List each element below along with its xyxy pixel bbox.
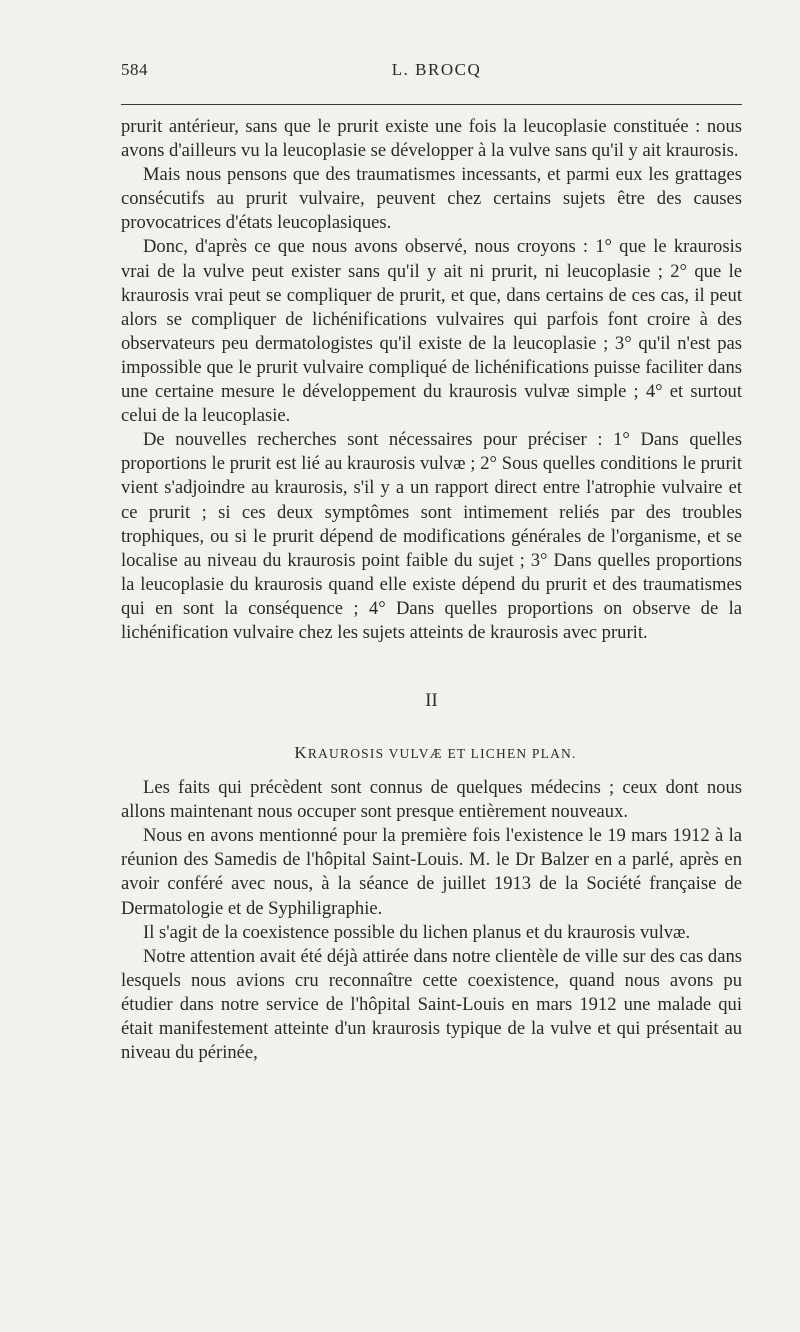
section-numeral: II (425, 690, 438, 712)
running-head: L. BROCQ (391, 60, 482, 79)
paragraph: Donc, d'après ce que nous avons observé, nous croyons : 1° que le kraurosis vrai de la vulve peut exister sans qu'il y ait ni prurit, ni leucoplasie ; 2° que le kraurosis vrai peut se compliquer de prurit, et que, dans certains de ces cas, il peut alors se compliquer de lichénifications vulvaires qui parfois font croire à des observateurs peu dermatologistes qu'il existe de la leucoplasie ; 3° qu'il n'est pas impossible que le prurit vulvaire compliqué de lichénifications puisse faciliter dans une certaine mesure le développement du kraurosis vulvæ simple ; 4° et surtout celui de la leucoplasie. (121, 236, 742, 427)
paragraph: Il s'agit de la coexistence possible du lichen planus et du kraurosis vulvæ. (143, 921, 691, 943)
paragraph: prurit antérieur, sans que le prurit existe une fois la leucoplasie constituée : nous avons d'ailleurs vu la leucoplasie se développer à la vulve sans qu'il y ait kraurosis. (121, 116, 742, 162)
header-rule (121, 104, 742, 105)
paragraph: Notre attention avait été déjà attirée dans notre clientèle de ville sur des cas dans lesquels nous avions cru reconnaître cette coexistence, quand nous avons pu étudier dans notre service de l'hôpital Saint-Louis en mars 1912 une malade qui était manifestement atteinte d'un kraurosis typique de la vulve et qui présentait au niveau du périnée, (121, 945, 742, 1064)
paragraph: Mais nous pensons que des traumatismes incessants, et parmi eux les grattages consécutifs au prurit vulvaire, peuvent chez certains sujets être des causes provocatrices d'états leucoplasiques. (121, 164, 742, 234)
section-title (121, 743, 742, 764)
body-text (121, 115, 742, 1065)
section-title-rest: RAUROSIS VULVÆ ET LICHEN PLAN. (307, 746, 577, 762)
paragraph: Les faits qui précèdent sont connus de quelques médecins ; ceux dont nous allons maintenant nous occuper sont presque entièrement nouveaux. (121, 777, 742, 823)
paragraph: Nous en avons mentionné pour la première fois l'existence le 19 mars 1912 à la réunion des Samedis de l'hôpital Saint-Louis. M. le Dr Balzer en a parlé, après en avoir conféré avec nous, à la séance de juillet 1913 de la Société française de Dermatologie et de Syphiligraphie. (121, 825, 742, 919)
page-header (121, 60, 742, 90)
page-number: 584 (121, 60, 148, 79)
section-title-initial: K (294, 743, 308, 763)
paragraph: De nouvelles recherches sont nécessaires pour préciser : 1° Dans quelles proportions le prurit est lié au kraurosis vulvæ ; 2° Sous quelles conditions le prurit vient s'adjoindre au kraurosis, s'il y a un rapport direct entre l'atrophie vulvaire et ce prurit ; si ces deux symptômes sont intimement reliés par des troubles trophiques, ou si le prurit dépend de modifications générales de l'organisme, et se localise au niveau du kraurosis point faible du sujet ; 3° Dans quelles proportions la leucoplasie du kraurosis quand elle existe dépend du prurit et des traumatismes qui en sont la conséquence ; 4° Dans quelles proportions on observe de la lichénification vulvaire chez les sujets atteints de kraurosis avec prurit. (121, 429, 742, 643)
